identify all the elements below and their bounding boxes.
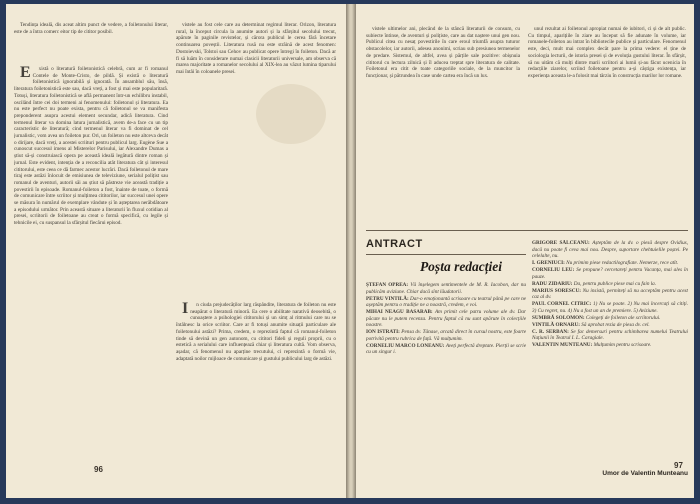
letters-column-right xyxy=(532,240,688,468)
letter-reply: Am primit cele patru volume ale dv. Dar păcate nu le putem recenza. Pentru faptul că nu sunt apărute în colecțiile noastre. xyxy=(366,309,526,328)
letter-entry xyxy=(532,281,688,288)
illustration-credit: Umor de Valentin Munteanu xyxy=(602,470,688,477)
letter-entry xyxy=(532,260,688,267)
letter-reply: Pensa dv. Tănase, arcată direct în cursul nostru, este foarte potrivită pentru rubrica de față. Vă mulțumim. xyxy=(366,329,526,342)
letter-entry xyxy=(532,322,688,329)
letter-reply: Vă înșelegem sentimentele de M. R. Iacobon, dar nu publicăm aviziune. Chiar dacă sînt lăudatorii. xyxy=(366,282,526,295)
letter-entry xyxy=(366,343,526,356)
letter-recipient: MARIUS SORESCU: xyxy=(532,287,583,294)
letter-entry xyxy=(366,296,526,309)
page-number-left: 96 xyxy=(94,465,103,474)
letter-reply: Aveți perfectă dreptate. Pierții se scrie cu un singur i. xyxy=(366,342,526,355)
letter-reply: Mulțumim pentru scrisoare. xyxy=(593,342,652,348)
letter-recipient: ION ISTRATI: xyxy=(366,329,402,335)
article-text-2: n ciuda prejudecăților larg răspândite, literatura de foileton nu este neapărat o literatură minoră. Ea cere o abilitate narativă deosebită, o cunoaștere a psihologiei cititorului și un simț al ritmului care nu se întâlnesc la orice scriitor. Care ar fi totuși anumite situații particulare ale foiletonului astăzi? Prima, credem, o reprezintă faptul că romanul-foileton tinde să devină un gen autonom, cu cititori fideli și reguli proprii, cu o estetică a serialului care influențează chiar și literatura cultă. Vom observa, așadar, că fenomenul nu aparține trecutului, ci reprezintă o formă vie, adaptată noilor mijloace de comunicare și gustului publicului larg de astăzi. xyxy=(176,302,336,362)
letter-recipient: C. R. SERBAN: xyxy=(532,328,571,335)
letter-recipient: ȘTEFAN OPREA: xyxy=(366,282,411,288)
letter-entry xyxy=(532,288,688,301)
section-divider-bottom xyxy=(366,254,526,255)
right-page xyxy=(356,4,694,498)
left-column-1 xyxy=(14,66,168,466)
letter-reply: Să aprobat rezia de piesa dv. cel. xyxy=(581,321,650,328)
letter-recipient: CORNELIU MARCO LONEANU: xyxy=(366,342,446,349)
letter-recipient: VALENTIN MUNTEANU: xyxy=(532,342,594,348)
letters-column-left xyxy=(366,282,526,478)
letter-entry xyxy=(532,315,688,322)
left-page xyxy=(6,4,346,498)
letter-recipient: GRIGORE SĂLCEANU: xyxy=(532,240,593,246)
letter-reply: Colegeți de foileton ale scriitorului. xyxy=(585,314,661,321)
letter-reply: Nu insistă, permiteți să nu acceptăm pentru acest caz al dv. xyxy=(532,287,688,300)
section-divider-top xyxy=(366,230,688,231)
letter-reply: Așteptăm de la dv. o piesă despre Ovidius, dacă nu poate fi ceva mai nou. Despre, suportare chehtuielile poștei. Pe celelalte, nu. xyxy=(532,240,688,259)
letter-entry xyxy=(366,309,526,329)
section-label-antract: ANTRACT xyxy=(366,238,423,250)
letter-entry xyxy=(532,342,688,349)
letter-reply: 1) Nu se poate. 2) Nu mai încercați să citiți. 3) Cu regret, nu. 4) Nu a fost un an de premiere. 5) Aviziune. xyxy=(532,301,688,314)
letter-recipient: RADU ZIDARIU: xyxy=(532,280,574,287)
letter-recipient: VINTILĂ ORNARU: xyxy=(532,321,582,328)
letter-entry xyxy=(532,329,688,342)
intro-paragraph: Tendința ideală, dis aceat altim punct de vedere, a foiletonului literar, este de a întra comerc eitor tip de cititor posibil. xyxy=(14,22,168,35)
article-text: xistă o literatură foiletonistică celebră, cum ar fi romanul Contele de Monte-Cristo, de pildă. Și există o literatură foiletonistică ignorabilă și ignorată. În ansamblul său, însă, literatura foiletonistică este sau, dacă vreți, a fost și mai este popularitară. Totuși, literatura foiletonistică se află permanent într-un echilibru instabil, oscilând între cei doi termeni ai fenomenului: foiletonul și literatura. Ea nu este perfect nu poate exista, pentru că foiletonul se va manifesta preponderent asupra acestui element secundar, adică literatura. Cind termenul literar va domina latura jurnalistică, avem de-a face cu un tip caracteristic de literatură; cind termenul literar va fi dominat de cel jurnalistic, vom avea un foileton pur. Ori, un foileton nu este altceva decât o dirijare, dacă vreți, a acestei scriituri pentru publicul larg. Eugène Sue a cunoscut succesul imens al Misterelor Parisului, iar Alexandre Dumas a știut să-și construiască opera pe această ideală legătură dintre roman și jurnal. Este evident, intenția de a reconcilia atât literatura cât și interesul cititorului, este ceea ce dă farmec acestor lucrări. Dacă foiletonul de mare tiraj este astăzi înlocuit de emisiunea de televiziune, serialul polițist sau romanul de aventuri, autorii săi au știut să păstreze vie această tradiție a povestirii în episoade. Romanul-foileton a fost, înainte de toate, o formă de comunicare între scriitor și mulțimea cititorilor, iar succesul unei opere se măsura în numărul de exemplare vândute și în așteptarea nerăbdătoare a episodului următor. Prin această situare a literaturii în fluxul cotidian al presei, scriitorii de foiletoane au creat o formă specifică, cu legile și tehnicile ei, cu suspansul la sfârșitul fiecărui episod. xyxy=(14,66,168,227)
left-column-2: vistele au fost cele care au determinat regimul literar. Orizon, literatura rural, la început circula la anumite autori și la sfârșitul secolului trecut, apărute în paginile revistelor, și cărora publicul le cerea fără încetare continuarea poveștii. Literatura rusă nu este străină de acest fenomen: Dostoievski, Tolstoi sau Cehov au publicat opere întregi în foileton. Dacă ar fi să luăm în considerare numai clasicii literaturii universale, am observa că marea majoritate a romanelor secolului al XIX-lea au văzut lumina tiparului mai întâi în coloanele presei. xyxy=(176,22,336,75)
right-column-1: vistele ultimelor ani, plecând de la stâncă literaturii de consum, cu subiecte întinse, de aventuri și polițiste, care au dat naștere unui gen nou. Publicul citea cu nesaț povestirile în care eroul triumfă asupra tuturor obstacolelor, iar autorii, adesea anonimi, scriau sub presiunea termenelor de predare. Sistemul, de altfel, avea și părțile sale pozitive: obișnuia cititorul cu lectura zilnică și îl aducea treptat spre literatura de calitate. Foiletonul era citit de toate categoriile sociale, de la muncitor la funcționar, și pătrundea în case unde cartea era încă un lux. xyxy=(366,26,520,79)
letter-entry xyxy=(532,301,688,314)
dropcap-e: E xyxy=(20,66,31,81)
dropcap-i: I xyxy=(182,302,189,317)
letter-recipient: CORNELIU LEU: xyxy=(532,267,577,273)
left-column-2-lower xyxy=(176,302,336,482)
letter-recipient: PETRU VINTILĂ: xyxy=(366,295,411,302)
letter-reply: Se propune? cercetareți pentru Vacanța, mai ales în pauze. xyxy=(532,267,688,280)
letter-entry xyxy=(532,267,688,280)
rubric-title: Poșta redacției xyxy=(419,259,503,274)
letter-entry xyxy=(366,329,526,342)
letter-reply: Da, pentru publice piese mai cu fain la. xyxy=(573,280,657,287)
page-number-right: 97 xyxy=(674,461,683,470)
letter-entry xyxy=(532,240,688,260)
letter-recipient: I. GRENIUCI: xyxy=(532,260,567,266)
book-gutter xyxy=(346,4,356,498)
letter-reply: Dar-o emoționantă scrisoare cu teatrul până pe care ne așeptăm pentru o tradiție ne a noastră, credem, e voi. xyxy=(366,295,526,308)
right-column-2: unul rezultat ai foiletonul apropiat numai de iubitori, ci și de alt public. Cu timpul, aparițiile în ziare au început să fie adunate în volume, iar romanele-foileton au intrat în bibliotecile publice și particulare. Fenomenul este, deci, mult mai complex decât pare la prima vedere: el ține de sociologia lecturii, de istoria presei și de evoluția gustului literar. În sfârșit, să nu uităm că mulți dintre marii scriitori ai lumii și-au făcut ucenicia în redacțiile ziarelor, scriind foiletoane pentru a-și câștiga existența, iar experiența aceasta le-a folosit mai târziu în construcția marilor lor romane. xyxy=(528,26,686,79)
letter-reply: Nu primim piese redactilografiate. Nemerze, rece atît. xyxy=(566,260,679,266)
letter-recipient: PAUL CORNEL CITRIC: xyxy=(532,301,594,307)
letter-recipient: SUMBRĂ SOLOMON: xyxy=(532,314,586,321)
letter-recipient: MIHAI NEAGU BASARAB: xyxy=(366,309,435,315)
letter-entry xyxy=(366,282,526,295)
letter-reply: Se fac demersuri pentru schimbarea numelui Teatrului Națiunii în Teatrul I. L. Caragiale. xyxy=(532,328,688,341)
